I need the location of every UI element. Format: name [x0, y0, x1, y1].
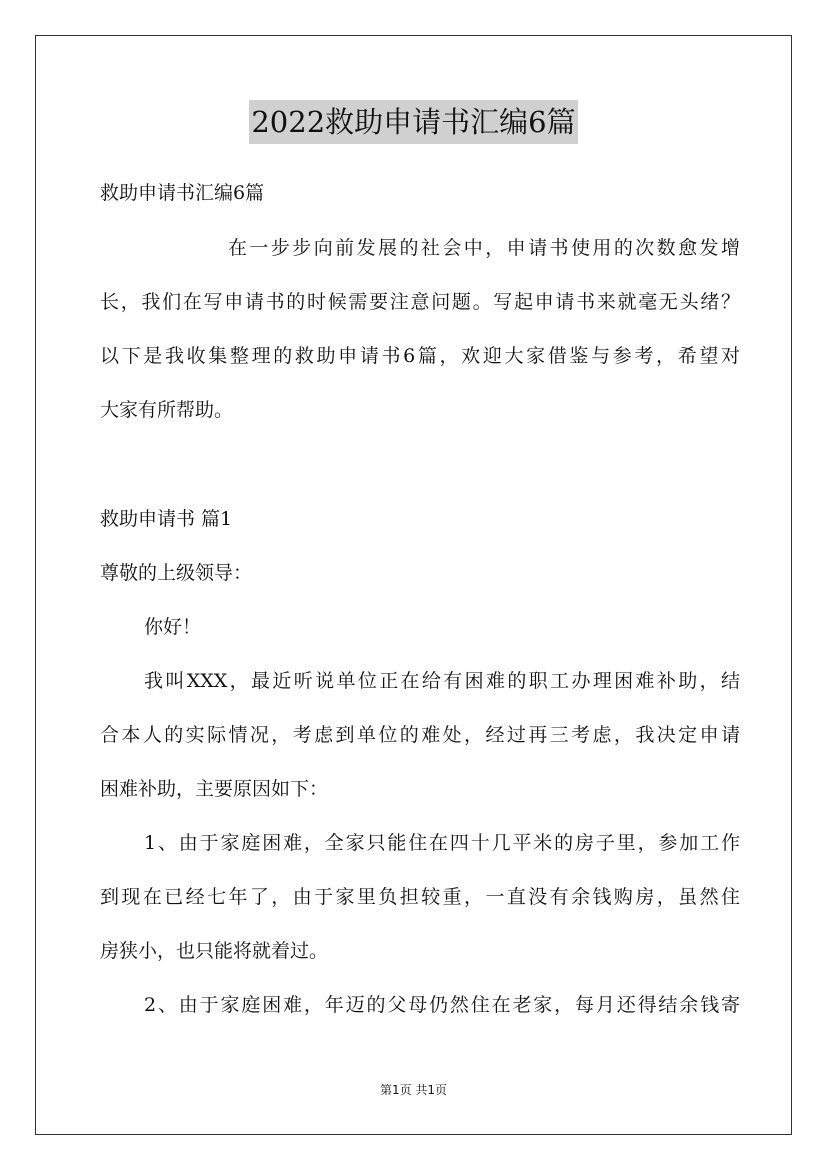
paragraph1-line-1: 我叫XXX，最近听说单位正在给有困难的职工办理困难补助，结: [144, 670, 740, 692]
paragraph3-line-1: 2、由于家庭困难，年迈的父母仍然住在老家，每月还得结余钱寄: [144, 994, 740, 1016]
paragraph1-line-2: 合本人的实际情况，考虑到单位的难处，经过再三考虑，我决定申请: [100, 724, 740, 746]
document-title: 2022救助申请书汇编6篇: [249, 100, 577, 144]
paragraph2-line-2: 到现在已经七年了，由于家里负担较重，一直没有余钱购房，虽然住: [100, 886, 740, 908]
intro-line-1: 在一步步向前发展的社会中，申请书使用的次数愈发增: [228, 237, 740, 259]
paragraph1-line-3: 困难补助，主要原因如下：: [100, 778, 329, 800]
greeting: 你好！: [144, 616, 202, 638]
intro-line-3: 以下是我收集整理的救助申请书6篇，欢迎大家借鉴与参考，希望对: [100, 345, 740, 367]
intro-line-4: 大家有所帮助。: [100, 399, 234, 421]
salutation: 尊敬的上级领导：: [100, 562, 253, 584]
paragraph2-line-1: 1、由于家庭困难，全家只能住在四十几平米的房子里，参加工作: [144, 832, 740, 854]
intro-line-2: 长，我们在写申请书的时候需要注意问题。写起申请书来就毫无头绪？: [100, 291, 740, 313]
title-container: [0, 100, 827, 144]
page-footer: 第1页 共1页: [379, 1083, 448, 1097]
document-subtitle: 救助申请书汇编6篇: [100, 182, 265, 204]
paragraph2-line-3: 房狭小，也只能将就着过。: [100, 940, 329, 962]
section-heading: 救助申请书 篇1: [100, 508, 233, 530]
